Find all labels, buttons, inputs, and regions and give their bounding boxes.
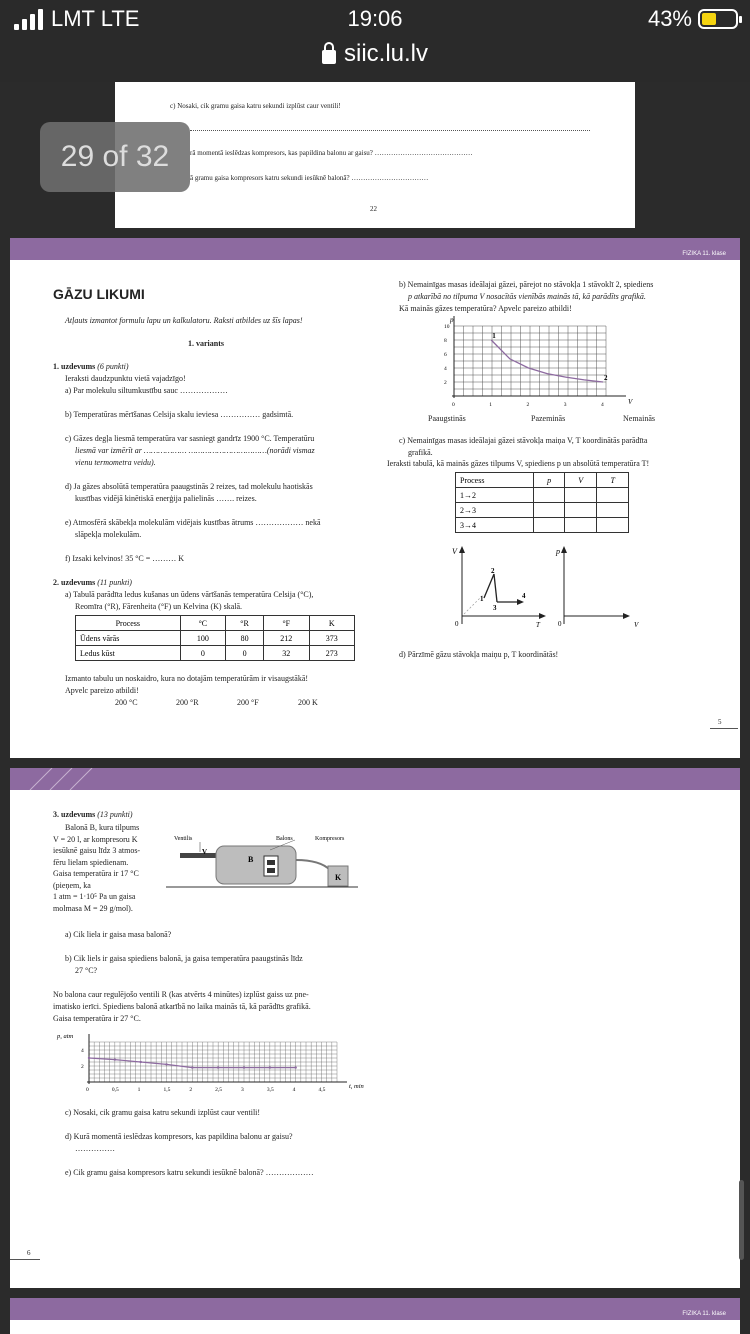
y-tick-label: 2 — [81, 1064, 84, 1070]
data-point — [269, 1066, 271, 1068]
t2-option: 200 K — [298, 698, 318, 707]
table-header: Process — [456, 473, 534, 488]
battery-area — [648, 6, 738, 32]
table-row — [76, 646, 355, 661]
x-tick-label: 0,5 — [111, 1087, 119, 1093]
q3-p2: imatisko ierīci. Spiediens balonā atkarībā no laika mainās tā, kā parādīts grafikā. — [53, 1002, 311, 1011]
t1-e2: slāpekļa molekulām. — [75, 530, 142, 539]
data-point — [294, 1066, 296, 1068]
t1-intro: Ieraksti daudzpunktu vietā vajadzīgo! — [65, 374, 186, 383]
table-header: T — [597, 473, 629, 488]
svg-text:3: 3 — [493, 604, 497, 612]
table-header: °F — [264, 616, 309, 631]
scrollbar[interactable] — [739, 1180, 744, 1260]
intro-line: iesūknē gaisu līdz 3 atmos- — [53, 846, 141, 855]
pdf-page-7 — [10, 1298, 740, 1334]
q3-d1: d) Kurā momentā ieslēdzas kompresors, kas papildina balonu ar gaisu? — [65, 1132, 293, 1141]
intro-line: 1 atm = 1·10⁵ Pa un gaisa — [53, 892, 136, 901]
x-tick-label: 4 — [600, 402, 604, 406]
task2-points: (11 punkti) — [97, 578, 132, 587]
q3-e: e) Cik gramu gaisa kompresors katru sekundi iesūknē balonā? ……………… — [65, 1168, 314, 1177]
table-row — [76, 631, 355, 646]
battery-icon — [698, 9, 738, 29]
table-cell: 0 — [226, 646, 264, 661]
header-band — [10, 238, 740, 260]
t1-d2: kustības vidējā kinētiskā enerģija palielinās ……. reizes. — [75, 494, 257, 503]
y-tick-label: 4 — [444, 366, 447, 372]
intro-line: molmasa M = 29 g/mol). — [53, 903, 133, 913]
lock-icon — [322, 50, 336, 64]
point-label: 1 — [492, 332, 496, 340]
table-row — [456, 518, 629, 533]
b-option: Nemainās — [623, 414, 655, 423]
svg-text:4: 4 — [522, 592, 526, 600]
label-k: K — [335, 873, 342, 882]
x-tick-label: 0 — [452, 402, 455, 406]
t1-d1: d) Ja gāzes absolūtā temperatūra paaugstinās 2 reizes, tad molekulu haotiskās — [65, 482, 313, 491]
x-tick-label: 0 — [86, 1087, 89, 1093]
x-tick-label: 4,5 — [318, 1087, 326, 1093]
t2-a2: Reomīra (°R), Fārenheita (°F) un Kelvina (K) skalā. — [75, 602, 243, 611]
y-tick-label: 6 — [444, 352, 447, 358]
task3-intro — [53, 822, 140, 914]
balloon-compressor-diagram — [160, 830, 360, 894]
data-point — [243, 1066, 245, 1068]
table-cell: 2→3 — [456, 503, 534, 518]
t1-b: b) Temperatūras mērīšanas Celsija skalu ieviesa …………… gadsimtā. — [65, 410, 294, 419]
svg-text:1: 1 — [480, 595, 484, 603]
table-header: p — [534, 473, 564, 488]
table-cell: Ledus kūst — [76, 646, 181, 661]
header-label: FIZIKA 11. klase — [682, 1311, 726, 1317]
page-number: 22 — [370, 205, 377, 213]
header-label: FIZIKA 11. klase — [682, 251, 726, 257]
task3-points: (13 punkti) — [97, 810, 133, 819]
svg-text:p: p — [556, 547, 560, 556]
question-d: rā momentā ieslēdzas kompresors, kas papildina balonu ar gaisu? …………………………………… — [190, 149, 473, 157]
label-ventilis: Ventilis — [174, 836, 193, 842]
y-axis-label: p, atm — [57, 1033, 74, 1040]
y-tick-label: 4 — [81, 1048, 84, 1054]
table-cell: 373 — [309, 631, 354, 646]
svg-text:T: T — [536, 621, 540, 629]
table-header-row — [76, 616, 355, 631]
table-header: °C — [180, 616, 225, 631]
t1-f: f) Izsaki kelvinos! 35 °C = ……… K — [65, 554, 185, 563]
table-row — [456, 488, 629, 503]
intro-text: Atļauts izmantot formulu lapu un kalkulatoru. Raksti atbildes uz šīs lapas! — [65, 316, 303, 325]
header-band — [10, 1298, 740, 1320]
band-decoration — [10, 768, 120, 790]
svg-text:V: V — [452, 547, 457, 556]
q3-a: a) Cik liela ir gaisa masa balonā? — [65, 930, 172, 939]
pv-chart — [428, 314, 658, 406]
x-axis-label: V — [628, 398, 633, 406]
x-tick-label: 2 — [189, 1087, 193, 1093]
b-option: Paaugstinās — [428, 414, 466, 423]
x-tick-label: 2,5 — [215, 1087, 223, 1093]
task3-title: 3. uzdevums — [53, 810, 96, 819]
y-tick-label: 2 — [444, 380, 447, 386]
label-kompresors: Kompresors — [315, 836, 345, 842]
pdf-page-6 — [10, 768, 740, 1288]
vt-diagram — [450, 544, 550, 630]
q3-b2: 27 °C? — [75, 966, 98, 975]
task2-title: 2. uzdevums — [53, 578, 96, 587]
table-header: V — [564, 473, 597, 488]
b-option: Pazeminās — [531, 414, 566, 423]
battery-percent: 43% — [647, 6, 692, 31]
pdf-page-22 — [115, 82, 635, 228]
data-point — [139, 1061, 141, 1063]
data-point — [217, 1066, 219, 1068]
carrier-label: LMT LTE — [51, 6, 140, 31]
url-bar[interactable] — [0, 40, 750, 68]
q3-p1: No balona caur regulējošo ventili R (kas atvērts 4 minūtes) izplūst gaiss uz pne- — [53, 990, 309, 999]
svg-text:0: 0 — [558, 620, 562, 628]
t1-c3: vienu termometra veidu). — [75, 458, 156, 467]
temperature-table — [75, 615, 355, 661]
table-cell[interactable] — [534, 503, 564, 518]
page-number-rule — [710, 728, 738, 729]
x-tick-label: 3,5 — [266, 1087, 274, 1093]
t1-c1: c) Gāzes degļa liesmā temperatūra var sasniegt gandrīz 1900 °C. Temperatūru — [65, 434, 315, 443]
b-line3: Kā mainās gāzes temperatūra? Apvelc pareizo atbildi! — [399, 304, 572, 313]
table-header: °R — [226, 616, 264, 631]
b-line1: b) Nemainīgas masas ideālajai gāzei, pārejot no stāvokļa 1 stāvoklī 2, spiediens — [399, 280, 654, 289]
x-tick-label: 1,5 — [163, 1087, 171, 1093]
q3-b1: b) Cik liels ir gaisa spiediens balonā, ja gaisa temperatūra paaugstinās līdz — [65, 954, 303, 963]
q3-p3: Gaisa temperatūra ir 27 °C. — [53, 1014, 141, 1023]
table-header-row — [456, 473, 629, 488]
x-tick-label: 3 — [563, 402, 567, 406]
t2-option: 200 °C — [115, 698, 138, 707]
y-tick-label: 10 — [444, 324, 450, 330]
table-cell: 3→4 — [456, 518, 534, 533]
task1-title: 1. uzdevums — [53, 362, 96, 371]
label-balons: Balons — [276, 836, 293, 842]
table-cell[interactable] — [564, 503, 597, 518]
question-c: c) Nosaki, cik gramu gaisa katru sekundi izplūst caur ventili! — [170, 102, 341, 110]
page-number-rule — [10, 1259, 40, 1260]
intro-line: V = 20 l, ar kompresoru K — [53, 834, 138, 844]
data-point — [191, 1066, 193, 1068]
table-cell: 1→2 — [456, 488, 534, 503]
y-tick-label: 8 — [444, 338, 447, 344]
pressure-time-chart — [55, 1030, 365, 1094]
intro-line: fēru lielam spiedienam. — [53, 857, 129, 867]
process-table — [455, 472, 629, 533]
c-line1: c) Nemainīgas masas ideālajai gāzei stāvokļa maiņa V, T koordinātās parādīta — [399, 436, 648, 445]
data-point — [88, 1057, 90, 1059]
task2-heading — [53, 578, 132, 587]
page-title: GĀZU LIKUMI — [53, 286, 145, 302]
q3-c: c) Nosaki, cik gramu gaisa katru sekundi izplūst caur ventili! — [65, 1108, 261, 1117]
task3-heading — [53, 810, 133, 819]
table-cell: 0 — [180, 646, 225, 661]
table-cell: 32 — [264, 646, 309, 661]
t2-option: 200 °F — [237, 698, 259, 707]
intro-line: Balonā B, kura tilpums — [65, 823, 140, 832]
data-point — [165, 1063, 167, 1065]
clock: 19:06 — [347, 6, 403, 31]
task1-heading — [53, 362, 129, 371]
y-axis-label: p — [450, 316, 454, 324]
question-e: ā gramu gaisa kompresors katru sekundi iesūknē balonā? …………………………… — [190, 174, 429, 182]
intro-line: Gaisa temperatūra ir 17 °C — [53, 869, 139, 878]
table-cell: 212 — [264, 631, 309, 646]
answer-line — [190, 130, 590, 131]
t1-a: a) Par molekulu siltumkustību sauc ……………… — [65, 386, 228, 395]
svg-text:V: V — [634, 621, 639, 629]
status-bar — [0, 0, 750, 82]
svg-text:2: 2 — [491, 567, 495, 575]
page-number: 5 — [718, 718, 722, 726]
x-axis-label: t, min — [349, 1083, 364, 1090]
intro-line: (pieņem, ka — [53, 880, 91, 890]
x-tick-label: 1 — [489, 402, 492, 406]
b-line2: p atkarībā no tilpuma V nosacītās vienībās mainās tā, kā parādīts grafikā. — [408, 292, 646, 301]
table-cell[interactable] — [564, 488, 597, 503]
svg-text:0: 0 — [455, 620, 459, 628]
label-b: B — [248, 855, 254, 864]
table-cell: 80 — [226, 631, 264, 646]
variant-heading: 1. variants — [188, 339, 224, 348]
table-cell[interactable] — [564, 518, 597, 533]
table-cell: Ūdens vārās — [76, 631, 181, 646]
x-tick-label: 3 — [241, 1087, 244, 1093]
t1-c2: liesmā var izmērīt ar ……………… ……………………………(norādi vismaz — [75, 446, 315, 455]
c-line2: grafikā. — [408, 448, 433, 457]
label-v: V — [202, 848, 208, 856]
pt-empty-axes[interactable] — [550, 544, 660, 630]
table-cell[interactable] — [597, 518, 629, 533]
t2-option: 200 °R — [176, 698, 199, 707]
pdf-page-5 — [10, 238, 740, 758]
q3-d2: …………… — [75, 1144, 115, 1153]
table-cell[interactable] — [597, 503, 629, 518]
d-question: d) Pārzīmē gāzu stāvokļa maiņu p, T koordinātās! — [399, 650, 559, 659]
page-number: 6 — [27, 1249, 31, 1257]
t2-q2: Apvelc pareizo atbildi! — [65, 686, 139, 695]
table-header: K — [309, 616, 354, 631]
table-row — [456, 503, 629, 518]
table-cell: 273 — [309, 646, 354, 661]
x-tick-label: 4 — [292, 1087, 296, 1093]
x-tick-label: 2 — [526, 402, 530, 406]
table-cell: 100 — [180, 631, 225, 646]
table-cell[interactable] — [534, 488, 564, 503]
x-tick-label: 1 — [137, 1087, 141, 1093]
data-point — [114, 1058, 116, 1060]
table-cell[interactable] — [597, 488, 629, 503]
point-label: 2 — [603, 374, 608, 382]
t2-q1: Izmanto tabulu un noskaidro, kura no dotajām temperatūrām ir visaugstākā! — [65, 674, 309, 683]
url-text[interactable]: siic.lu.lv — [343, 40, 428, 67]
task1-points: (6 punkti) — [97, 362, 129, 371]
page-counter: 29 of 32 — [40, 122, 190, 192]
t2-a1: a) Tabulā parādīta ledus kušanas un ūdens vārīšanās temperatūra Celsija (°C), — [65, 590, 314, 599]
table-header: Process — [76, 616, 181, 631]
c-line3: Ieraksti tabulā, kā mainās gāzes tilpums V, spiediens p un absolūtā temperatūra T! — [387, 459, 650, 468]
table-cell[interactable] — [534, 518, 564, 533]
t1-e1: e) Atmosfērā skābekļa molekulām vidējais kustības ātrums ……………… nekā — [65, 518, 321, 527]
